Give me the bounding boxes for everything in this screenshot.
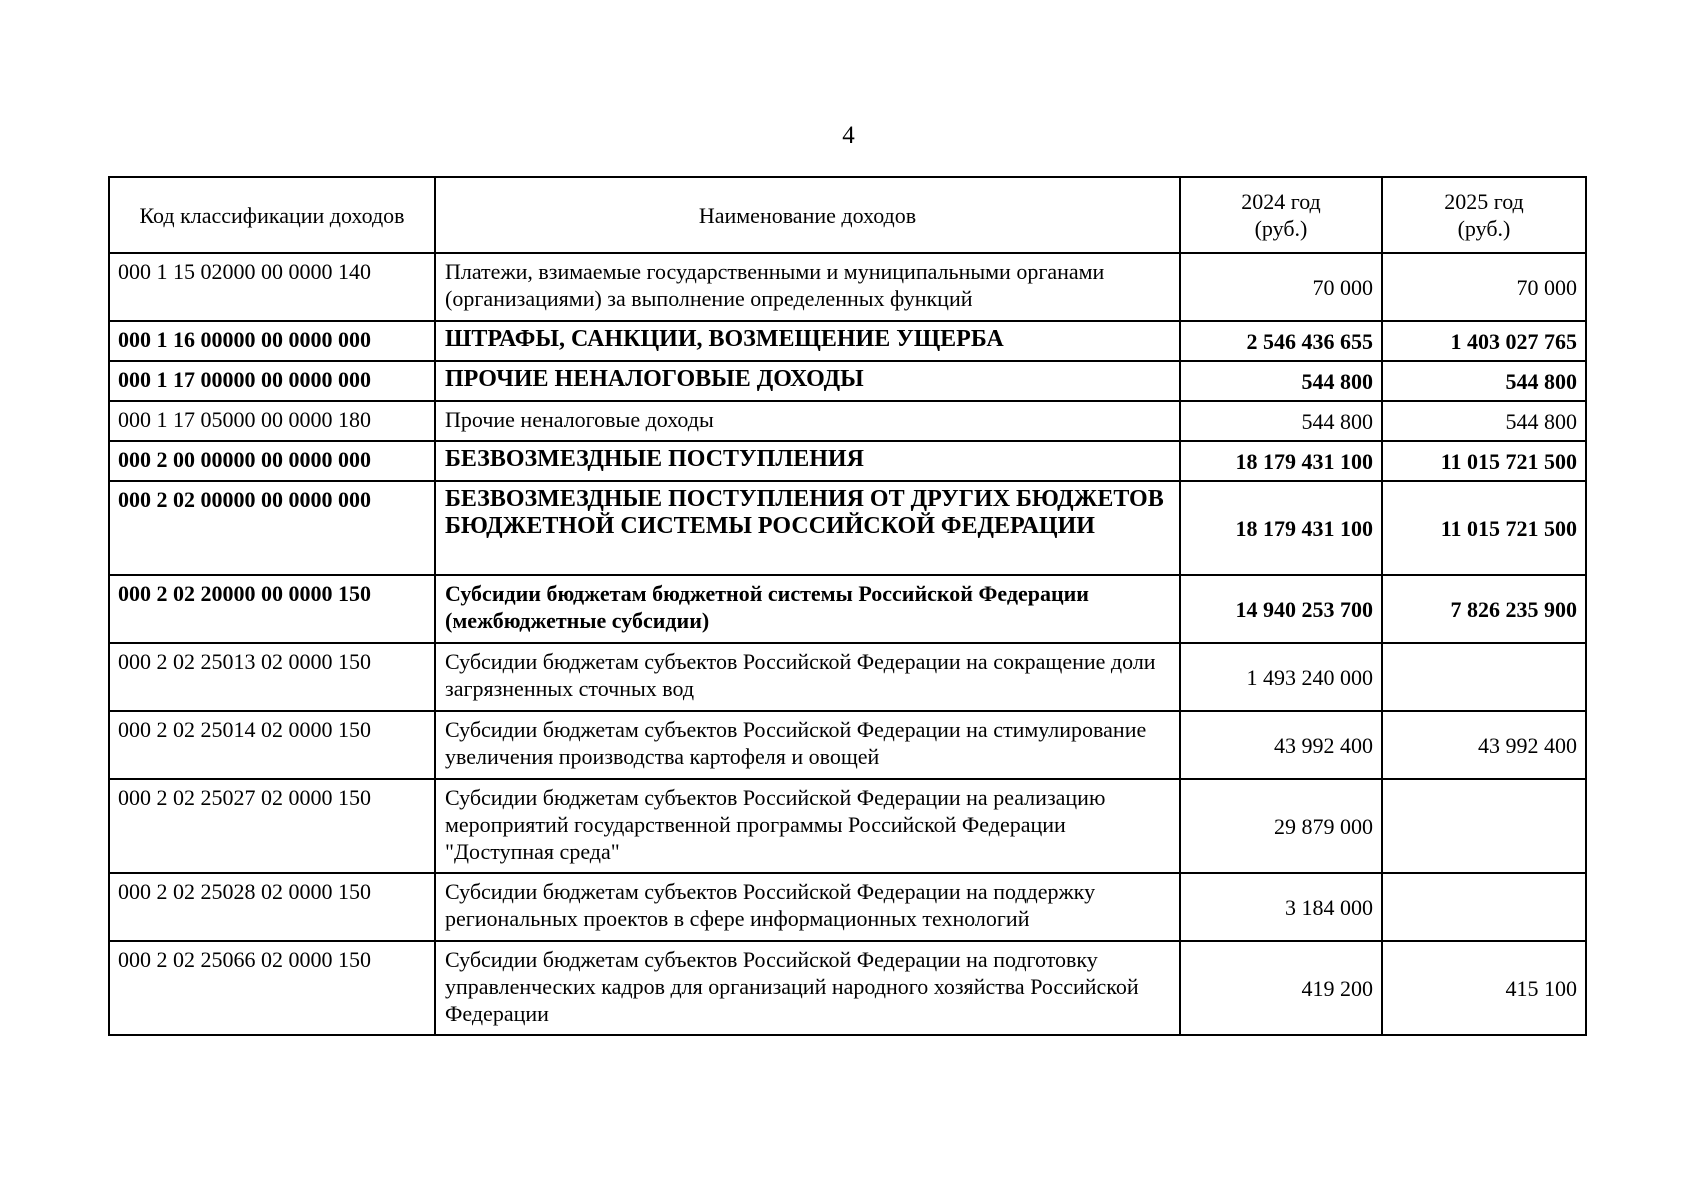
cell-2025: 544 800: [1382, 361, 1586, 401]
cell-2024: 3 184 000: [1180, 873, 1382, 941]
cell-name: Прочие неналоговые доходы: [435, 401, 1180, 441]
cell-2024: 1 493 240 000: [1180, 643, 1382, 711]
table-row: [109, 441, 1586, 481]
cell-2024: 43 992 400: [1180, 711, 1382, 779]
cell-name: Платежи, взимаемые государственными и муниципальными органами (организациями) за выполнение определенных функций: [435, 253, 1180, 321]
cell-2025: 11 015 721 500: [1382, 441, 1586, 481]
header-row: [109, 177, 1586, 253]
cell-code: 000 1 17 00000 00 0000 000: [109, 361, 435, 401]
cell-2024: 544 800: [1180, 361, 1382, 401]
table-row: [109, 361, 1586, 401]
cell-name: Субсидии бюджетам субъектов Российской Федерации на стимулирование увеличения производства картофеля и овощей: [435, 711, 1180, 779]
cell-2025: 7 826 235 900: [1382, 575, 1586, 643]
cell-2024: 29 879 000: [1180, 779, 1382, 873]
cell-2024: 544 800: [1180, 401, 1382, 441]
cell-code: 000 1 17 05000 00 0000 180: [109, 401, 435, 441]
header-name: Наименование доходов: [435, 177, 1180, 253]
cell-code: 000 2 02 00000 00 0000 000: [109, 481, 435, 575]
cell-name: Субсидии бюджетам субъектов Российской Федерации на поддержку региональных проектов в сфере информационных технологий: [435, 873, 1180, 941]
cell-2024: 70 000: [1180, 253, 1382, 321]
table-row: [109, 941, 1586, 1035]
cell-code: 000 2 02 25066 02 0000 150: [109, 941, 435, 1035]
table-row: [109, 481, 1586, 575]
table-row: [109, 253, 1586, 321]
cell-2024: 2 546 436 655: [1180, 321, 1382, 361]
table-row: [109, 873, 1586, 941]
table-row: [109, 643, 1586, 711]
cell-2025: 43 992 400: [1382, 711, 1586, 779]
cell-code: 000 2 02 25027 02 0000 150: [109, 779, 435, 873]
table-row: [109, 321, 1586, 361]
cell-code: 000 2 00 00000 00 0000 000: [109, 441, 435, 481]
cell-2025: [1382, 873, 1586, 941]
cell-2024: 14 940 253 700: [1180, 575, 1382, 643]
cell-name: Субсидии бюджетам бюджетной системы Российской Федерации (межбюджетные субсидии): [435, 575, 1180, 643]
table-row: [109, 711, 1586, 779]
cell-2024: 18 179 431 100: [1180, 481, 1382, 575]
cell-2024: 419 200: [1180, 941, 1382, 1035]
cell-code: 000 2 02 25013 02 0000 150: [109, 643, 435, 711]
cell-2025: 415 100: [1382, 941, 1586, 1035]
header-code: Код классификации доходов: [109, 177, 435, 253]
cell-2025: 544 800: [1382, 401, 1586, 441]
cell-2025: 11 015 721 500: [1382, 481, 1586, 575]
table-row: [109, 575, 1586, 643]
cell-2025: [1382, 643, 1586, 711]
cell-name: Субсидии бюджетам субъектов Российской Федерации на сокращение доли загрязненных сточных вод: [435, 643, 1180, 711]
cell-name: Субсидии бюджетам субъектов Российской Федерации на реализацию мероприятий государственной программы Российской Федерации "Доступная среда": [435, 779, 1180, 873]
cell-code: 000 2 02 20000 00 0000 150: [109, 575, 435, 643]
cell-2024: 18 179 431 100: [1180, 441, 1382, 481]
cell-2025: [1382, 779, 1586, 873]
header-year-2024: 2024 год (руб.): [1180, 177, 1382, 253]
table-row: [109, 779, 1586, 873]
table-row: [109, 401, 1586, 441]
cell-code: 000 2 02 25028 02 0000 150: [109, 873, 435, 941]
cell-2025: 1 403 027 765: [1382, 321, 1586, 361]
cell-code: 000 1 16 00000 00 0000 000: [109, 321, 435, 361]
header-year-2025: 2025 год (руб.): [1382, 177, 1586, 253]
page-number: 4: [842, 122, 855, 149]
cell-name: ШТРАФЫ, САНКЦИИ, ВОЗМЕЩЕНИЕ УЩЕРБА: [435, 321, 1180, 361]
revenue-table: [108, 176, 1587, 1036]
cell-name: Субсидии бюджетам субъектов Российской Федерации на подготовку управленческих кадров для организаций народного хозяйства Российской Федерации: [435, 941, 1180, 1035]
cell-name: ПРОЧИЕ НЕНАЛОГОВЫЕ ДОХОДЫ: [435, 361, 1180, 401]
cell-2025: 70 000: [1382, 253, 1586, 321]
cell-name: БЕЗВОЗМЕЗДНЫЕ ПОСТУПЛЕНИЯ: [435, 441, 1180, 481]
table-body: [109, 253, 1586, 1035]
cell-name: БЕЗВОЗМЕЗДНЫЕ ПОСТУПЛЕНИЯ ОТ ДРУГИХ БЮДЖЕТОВ БЮДЖЕТНОЙ СИСТЕМЫ РОССИЙСКОЙ ФЕДЕРАЦИИ: [435, 481, 1180, 575]
cell-code: 000 1 15 02000 00 0000 140: [109, 253, 435, 321]
cell-code: 000 2 02 25014 02 0000 150: [109, 711, 435, 779]
table-header: [109, 177, 1586, 253]
